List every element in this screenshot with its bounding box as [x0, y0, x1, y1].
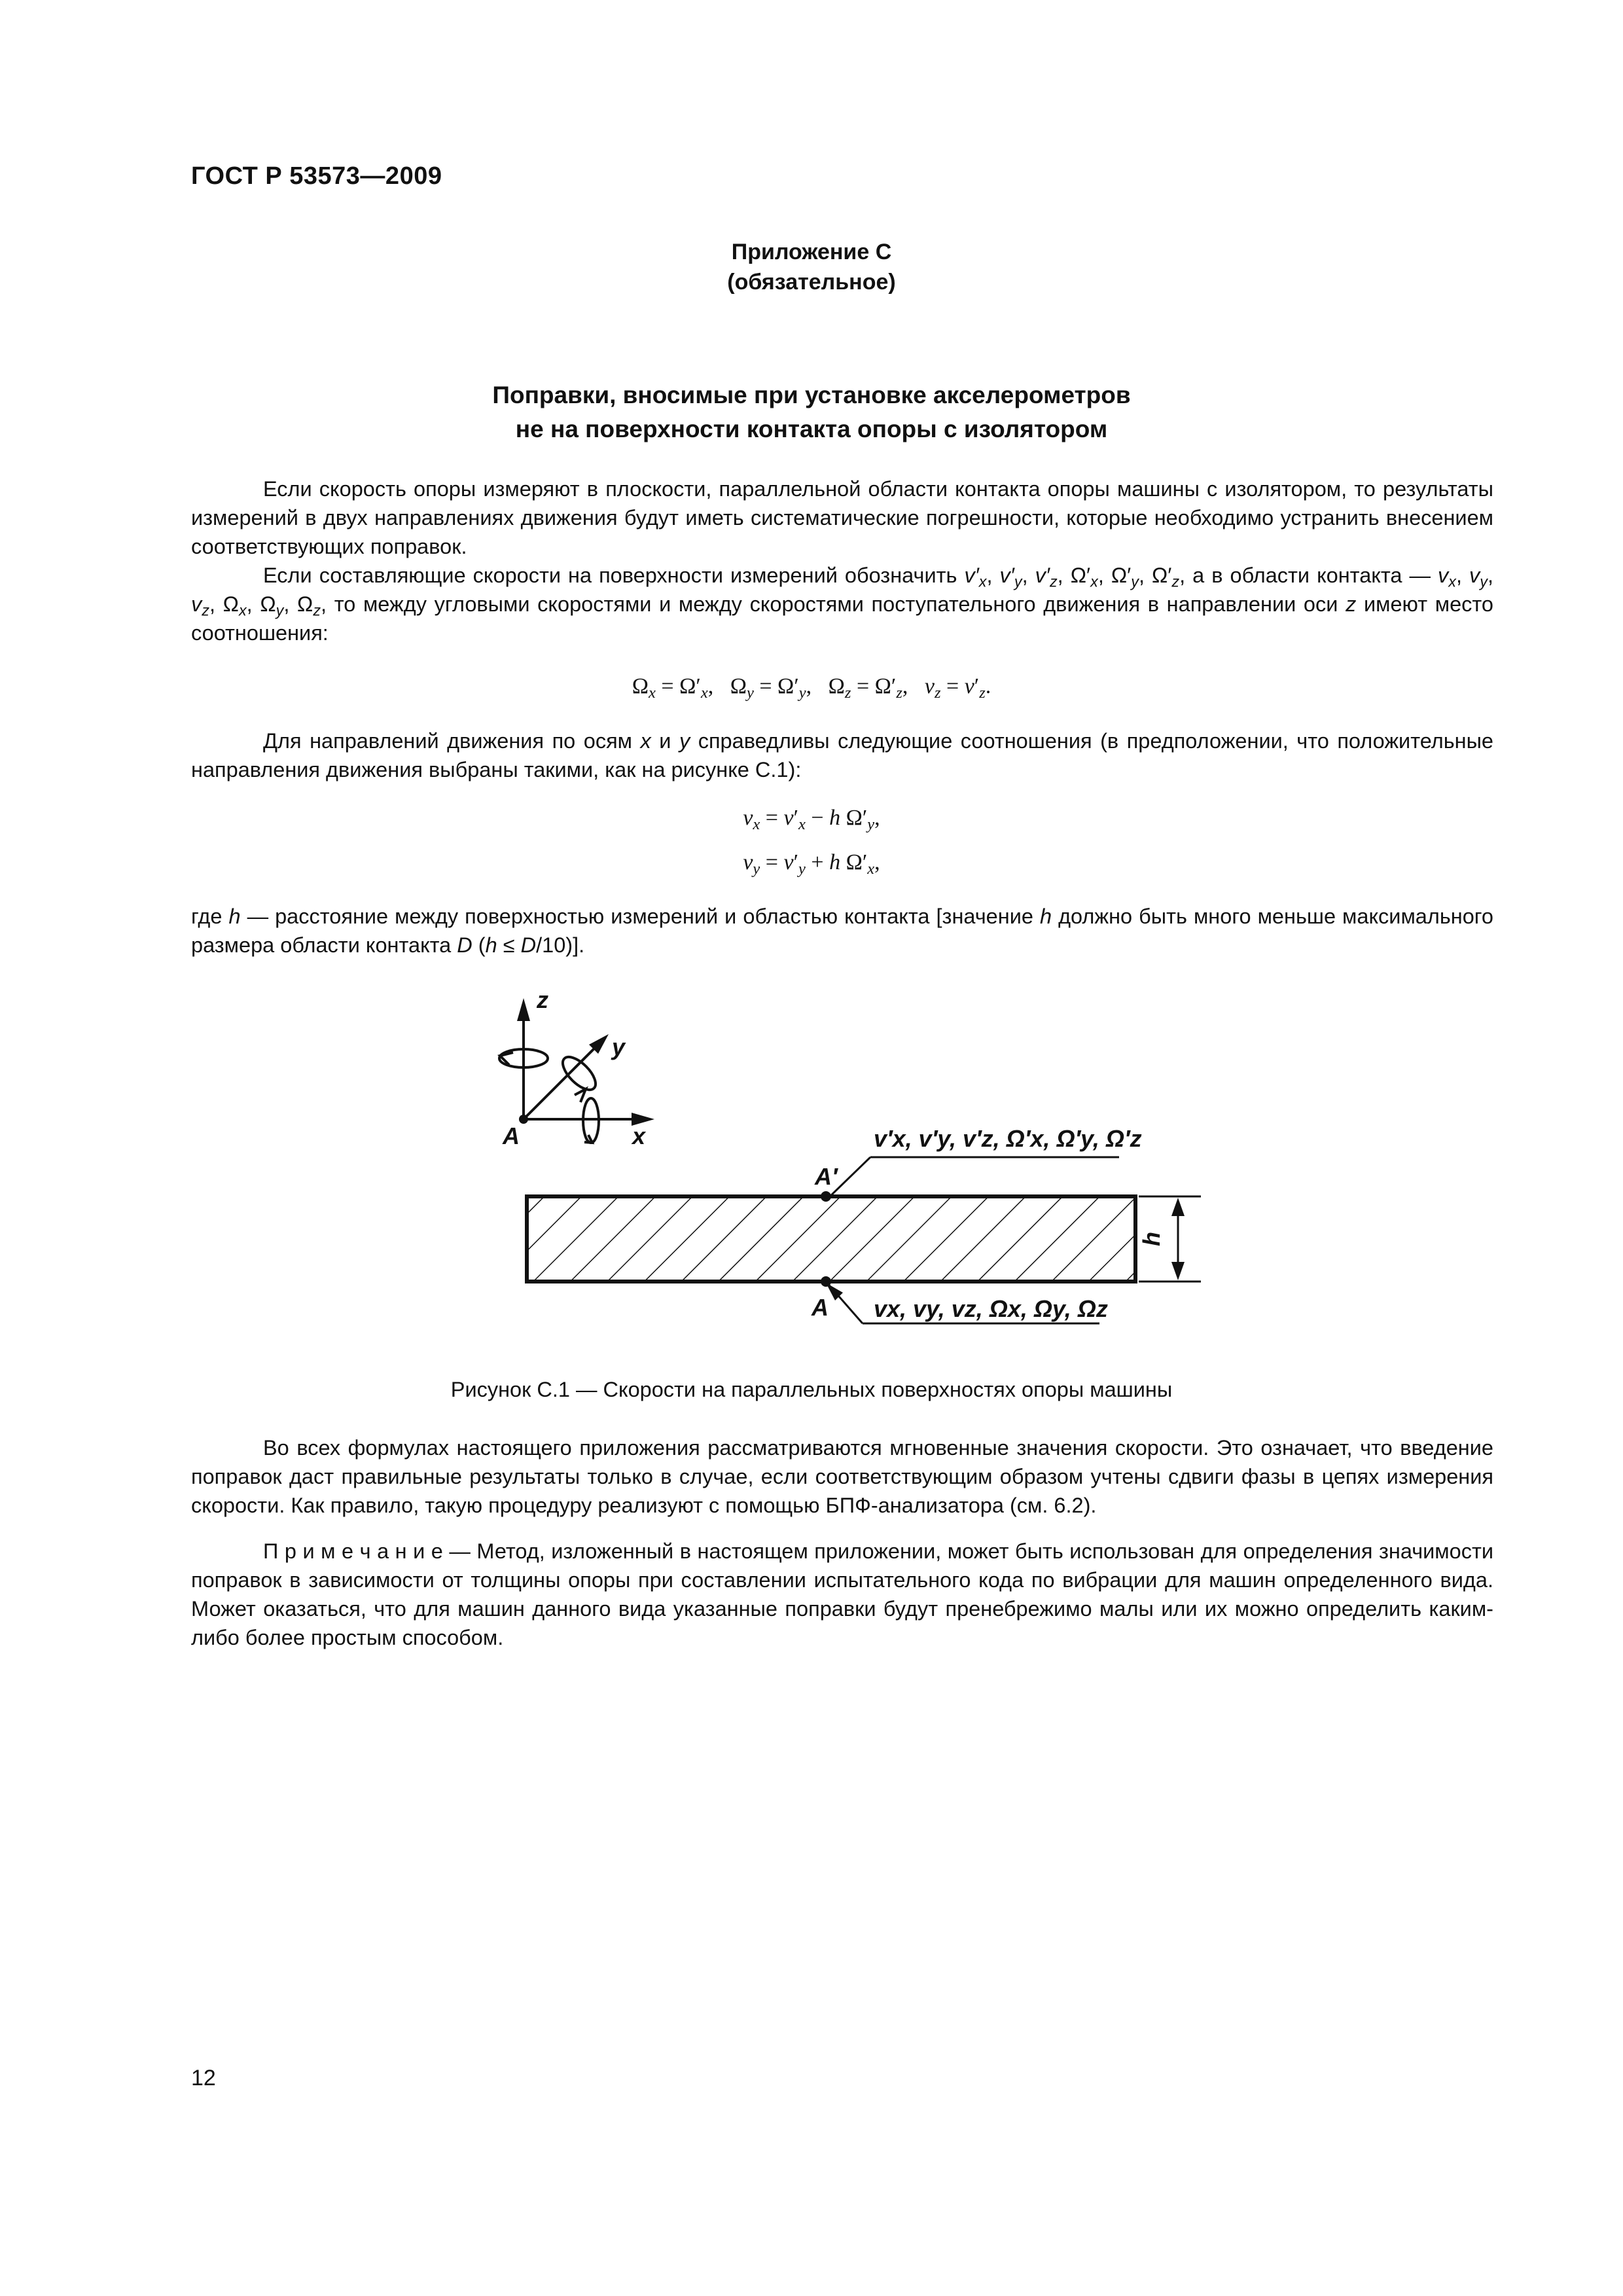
sym-omega-prime-z: $\Omega'_z$ — [1152, 564, 1180, 590]
figure-caption: Рисунок С.1 — Скорости на параллельных поверхностях опоры машины — [450, 1378, 1173, 1401]
annex-status: (обязательное) — [727, 270, 896, 295]
plate-section — [527, 1196, 1135, 1282]
rotation-y-ellipse — [558, 1052, 601, 1095]
formula-vy: $v_y = v'_y + h$ $\Omega'_x$, — [743, 850, 880, 878]
sym-v-prime-z: $v'_z$ — [1035, 564, 1058, 590]
sym-omega-prime-x: $\Omega'_x$ — [1070, 564, 1098, 590]
sym-v-x: $v_x$ — [1438, 564, 1456, 590]
note-text: — Метод, изложенный в настоящем приложении, может быть использован для определения значимости поправок в зависимости от толщины опоры при составлении испытательного кода по вибрации для машин определенного вида. Может оказаться, что для машин данного вида указанные поправки будут пренебрежимо малы или их можно определить каким-либо более простым способом. — [191, 1539, 1493, 1649]
axis-y-label: y — [612, 1033, 626, 1060]
top-leader — [829, 1157, 1119, 1198]
paragraph-4: где h — расстояние между поверхностью измерений и областью контакта [значение h должно быть много меньше максимального размера области контакта D (h ≤ D/10)]. — [191, 905, 1494, 957]
top-velocity-label: v′x, v′y, v′z, Ω′x, Ω′y, Ω′z — [874, 1125, 1142, 1152]
origin-point — [519, 1115, 528, 1124]
sym-v-prime-y: $v'_y$ — [999, 564, 1022, 590]
axis-x-label: x — [632, 1122, 646, 1149]
note-paragraph — [191, 1537, 1493, 1652]
sym-v-y: $v_y$ — [1469, 564, 1488, 590]
formula-relations-z: $\Omega_x = \Omega'_x$, $\Omega_y = \Omega'_y$, $\Omega_z = \Omega'_z$, $v_z = v'_z$. — [632, 674, 991, 702]
point-a-label: A — [812, 1294, 829, 1321]
sym-v-z: $v_z$ — [191, 592, 209, 619]
dimension-arrow-down — [1171, 1262, 1185, 1280]
axis-z-label: z — [537, 986, 548, 1013]
z-axis-arrow — [517, 998, 530, 1021]
paragraph-5: Во всех формулах настоящего приложения рассматриваются мгновенные значения скорости. Это означает, что введение поправок даст правильные результаты только в случае, если соответствующим образом учтены сдвиги фазы в цепях измерения скорости. Как правило, такую процедуру реализуют с помощью БПФ-анализатора (см. 6.2). — [191, 1436, 1493, 1517]
page-number: 12 — [191, 2066, 216, 2090]
section-title-line-1: Поправки, вносимые при установке акселерометров — [492, 382, 1131, 408]
sym-omega-prime-y: $\Omega'_y$ — [1111, 564, 1139, 590]
note-label: П р и м е ч а н и е — [263, 1539, 443, 1563]
y-axis-line — [524, 1041, 602, 1119]
section-title-line-2: не на поверхности контакта опоры с изолятором — [515, 416, 1108, 442]
sym-omega-z: $\Omega_z$ — [297, 592, 321, 619]
closing-text — [191, 1433, 1493, 1652]
paragraph-3: Для направлений движения по осям x и y справедливы следующие соотношения (в предположении, что положительные направления движения выбраны такими, как на рисунке С.1): — [191, 729, 1494, 781]
sym-omega-y: $\Omega_y$ — [260, 592, 284, 619]
annex-title: Приложение С — [731, 240, 892, 264]
bottom-velocity-label: vx, vy, vz, Ωx, Ωy, Ωz — [874, 1295, 1108, 1322]
rotation-y-arrow — [575, 1089, 586, 1102]
paragraph-2: Если составляющие скорости на поверхности измерений обозначить $v'_x$, $v'_y$, $v'_z$, $\Omega'_x$, $\Omega'_y$, $\Omega'_z$, а в области контакта — $v_x$, $v_y$, $v_z$, $\Omega_x$, $\Omega_y$, $\Omega_z$, то между угловыми скоростями и между скоростями поступательного движения в направлении оси z имеют место соотношения: — [191, 564, 1493, 645]
dimension-arrow-up — [1171, 1198, 1185, 1216]
paragraph-1: Если скорость опоры измеряют в плоскости, параллельной области контакта опоры машины с изолятором, то результаты измерений в двух направлениях движения будут иметь систематические погрешности, которые необходимо устранить внесением соответствующих поправок. — [191, 477, 1493, 558]
sym-omega-x: $\Omega_x$ — [223, 592, 247, 619]
point-a-prime-label: A′ — [815, 1163, 838, 1190]
formula-vx: $v_x = v'_x - h$ $\Omega'_y$, — [743, 806, 880, 833]
thickness-label: h — [1138, 1232, 1165, 1246]
sym-v-prime-x: $v'_x$ — [964, 564, 987, 590]
origin-label: A — [503, 1122, 520, 1149]
standard-code: ГОСТ Р 53573—2009 — [191, 162, 442, 190]
